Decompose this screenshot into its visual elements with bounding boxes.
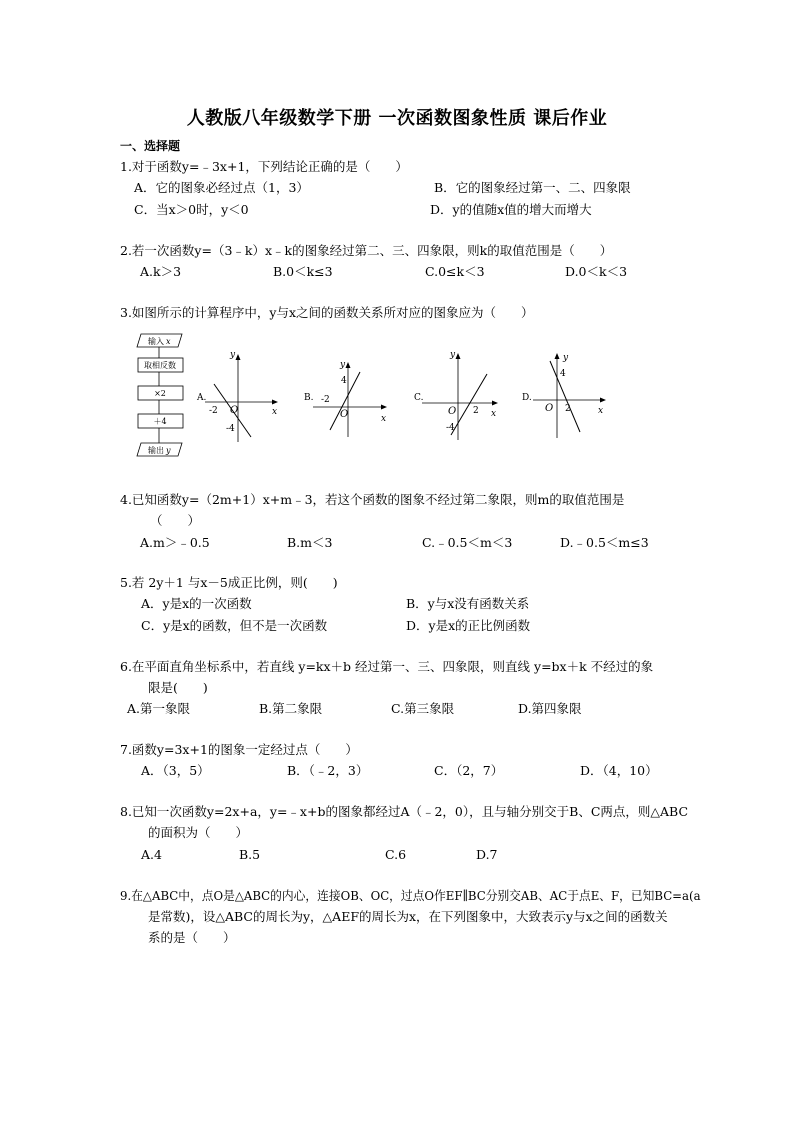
- q6-stem-line2: 限是( ): [148, 680, 208, 695]
- q4-option-b: B.m＜3: [287, 535, 333, 550]
- q8-stem-line1: 8.已知一次函数y=2x+a，y=﹣x+b的图象都经过A（﹣2，0），且与轴分别交于B、C两点，则△ABC: [120, 804, 689, 819]
- q9-stem-line3: 系的是（ ）: [148, 930, 236, 945]
- y-axis-label: y: [230, 350, 236, 360]
- q8-option-b: B.5: [239, 847, 261, 862]
- graph-c-tick-x: 2: [473, 406, 479, 416]
- flow-input-label: 输入 x: [148, 337, 171, 346]
- graph-a-tick-y: -4: [226, 424, 235, 434]
- q4-option-a: A.m＞﹣0.5: [140, 535, 210, 550]
- q8-stem-line2: 的面积为（ ）: [148, 825, 249, 840]
- y-axis-arrow: [346, 362, 351, 368]
- graph-line: [451, 374, 487, 435]
- y-axis-arrow: [456, 353, 461, 359]
- q3-stem: 3.如图所示的计算程序中，y与x之间的函数关系所对应的图象应为（ ）: [120, 305, 534, 320]
- origin-label: O: [230, 405, 239, 416]
- graph-b-label: B.: [304, 393, 314, 403]
- q8-option-d: D.7: [476, 847, 498, 862]
- graph-d: [522, 353, 606, 438]
- y-axis-label: y: [563, 353, 569, 363]
- q3-figure: [0, 330, 794, 470]
- graph-c-tick-y: -4: [446, 423, 455, 433]
- origin-label: O: [340, 409, 349, 420]
- page-title: 人教版八年级数学下册 一次函数图象性质 课后作业: [186, 108, 608, 129]
- origin-label: O: [448, 406, 457, 417]
- q7-option-d: D．（4，10）: [580, 763, 658, 778]
- y-axis-arrow: [236, 354, 241, 360]
- q5-option-d: D．y是x的正比例函数: [406, 618, 531, 633]
- q8-option-a: A.4: [141, 847, 162, 862]
- q8-option-c: C.6: [385, 847, 407, 862]
- q2-option-a: A.k＞3: [140, 264, 182, 279]
- graph-d-tick-x: 2: [565, 404, 571, 414]
- q1-option-b: B．它的图象经过第一、二、四象限: [434, 180, 631, 195]
- graph-c-label: C.: [414, 393, 424, 403]
- x-axis-label: x: [598, 406, 604, 416]
- graph-b-tick-y: 4: [341, 376, 347, 386]
- y-axis-label: y: [340, 360, 346, 370]
- q6-option-a: A.第一象限: [127, 701, 191, 716]
- x-axis-arrow: [492, 401, 498, 406]
- q7-option-a: A．（3，5）: [141, 763, 210, 778]
- x-axis-label: x: [272, 407, 278, 417]
- q5-option-a: A．y是x的一次函数: [141, 596, 252, 611]
- q7-stem: 7.函数y=3x+1的图象一定经过点（ ）: [120, 742, 358, 757]
- graph-a: [196, 350, 278, 442]
- q2-stem: 2.若一次函数y=（3﹣k）x﹣k的图象经过第二、三、四象限，则k的取值范围是（ ）: [120, 243, 613, 258]
- q1-stem: 1.对于函数y=﹣3x+1，下列结论正确的是（ ）: [120, 159, 408, 174]
- x-axis-arrow: [272, 400, 278, 405]
- flow-step2-label: ×2: [154, 389, 166, 398]
- origin-label: O: [545, 403, 554, 414]
- section-heading: 一、选择题: [120, 139, 181, 153]
- graph-d-tick-y: 4: [560, 369, 566, 379]
- graph-b-tick-x: -2: [321, 395, 330, 405]
- q2-option-b: B.0＜k≤3: [273, 264, 333, 279]
- q5-option-b: B．y与x没有函数关系: [406, 596, 530, 611]
- q4-answer-paren: （ ）: [150, 513, 201, 528]
- q9-stem-line2: 是常数)，设△ABC的周长为y，△AEF的周长为x，在下列图象中，大致表示y与x之间的函数关: [148, 909, 668, 924]
- q5-stem: 5.若 2y＋1 与x－5成正比例，则( ): [120, 575, 338, 590]
- q7-option-c: C．（2，7）: [434, 763, 504, 778]
- q6-stem-line1: 6.在平面直角坐标系中，若直线 y=kx＋b 经过第一、三、四象限，则直线 y=bx＋k 不经过的象: [120, 659, 654, 674]
- x-axis-label: x: [491, 409, 497, 419]
- q9-stem-line1: 9.在△ABC中，点O是△ABC的内心，连接OB、OC，过点O作EF∥BC分别交AB、AC于点E、F，已知BC=a(a: [120, 888, 701, 903]
- q7-option-b: B．（﹣2，3）: [287, 763, 369, 778]
- graph-a-label: A.: [197, 393, 207, 403]
- flow-output-label: 输出 y: [148, 446, 171, 455]
- q2-option-c: C.0≤k＜3: [425, 264, 485, 279]
- q1-option-a: A．它的图象必经过点（1，3）: [134, 180, 309, 195]
- q4-stem: 4.已知函数y=（2m+1）x+m﹣3，若这个函数的图象不经过第二象限，则m的取值范围是: [120, 492, 625, 507]
- flow-step1-label: 取相反数: [144, 361, 176, 370]
- q4-option-d: D.﹣0.5＜m≤3: [560, 535, 649, 550]
- graph-b: [304, 360, 387, 437]
- x-axis-label: x: [381, 414, 387, 424]
- q1-option-d: D．y的值随x值的增大而增大: [430, 202, 592, 217]
- y-axis-arrow: [555, 353, 560, 359]
- q4-option-c: C.﹣0.5＜m＜3: [422, 535, 513, 550]
- flow-step3-label: ＋4: [153, 417, 167, 426]
- q2-option-d: D.0＜k＜3: [565, 264, 628, 279]
- q5-option-c: C．y是x的函数，但不是一次函数: [141, 618, 328, 633]
- q1-option-c: C．当x＞0时，y＜0: [134, 202, 249, 217]
- x-axis-arrow: [600, 398, 606, 403]
- q6-option-c: C.第三象限: [391, 701, 455, 716]
- graph-c: [414, 350, 498, 440]
- q6-option-b: B.第二象限: [259, 701, 323, 716]
- x-axis-arrow: [381, 405, 387, 410]
- q6-option-d: D.第四象限: [518, 701, 582, 716]
- graph-a-tick-x: -2: [209, 406, 218, 416]
- graph-d-label: D.: [522, 393, 532, 403]
- y-axis-label: y: [450, 350, 456, 360]
